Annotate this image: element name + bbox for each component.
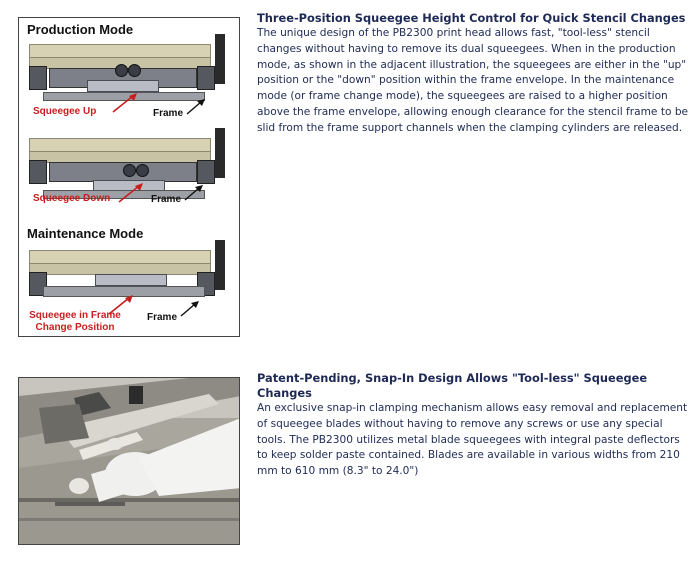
section-body: An exclusive snap-in clamping mechanism allows easy removal and replacement of squeegee blades without having to remove any screws or use any special tools. The PB2300 utilizes metal blade squeegees with integral paste deflectors to keep solder paste contained. Blades are available in various widths from 210 mm to 610 mm (8.3" to 24.0"): [257, 402, 688, 478]
squeegee-frame-arrow: [107, 294, 137, 316]
section-body: The unique design of the PB2300 print head allows fast, "tool-less" stencil changes without having to remove its dual squeegees. When in the production mode, as shown in the adjacent illustration, the squeegees are either in the "up" position or the "down" position within the frame envelope. In the maintenance mode (or frame change mode), the squeegees are raised to a higher position above the frame envelope, allowing enough clearance for the stencil frame to be slid from the frame support channels when the clamping cylinders are released.: [257, 27, 689, 134]
left-clamp: [29, 160, 47, 184]
rail-top: [29, 250, 211, 264]
head-knob: [128, 64, 141, 77]
frame-arrow: [185, 98, 207, 116]
squeegee: [87, 80, 159, 92]
rail-top: [29, 44, 211, 58]
head-knob: [123, 164, 136, 177]
maintenance-mode-heading: Maintenance Mode: [27, 226, 144, 241]
left-clamp: [29, 66, 47, 90]
section-title: Patent-Pending, Snap-In Design Allows "Tool-less" Squeegee Changes: [257, 371, 648, 400]
section-squeegee-height: [257, 11, 689, 137]
section-snap-in-design: [257, 371, 689, 480]
section-title: Three-Position Squeegee Height Control for Quick Stencil Changes: [257, 11, 686, 25]
photo-illustration: [19, 378, 240, 545]
squeegee-down-label: Squeegee Down: [33, 193, 111, 204]
frame-label: Frame: [153, 108, 184, 119]
right-post: [215, 34, 225, 84]
rail-top: [29, 138, 211, 152]
right-clamp: [197, 160, 215, 184]
squeegee-position-illustration: [18, 17, 240, 337]
label-line: Squeegee in Frame: [29, 310, 121, 321]
head-knob: [115, 64, 128, 77]
right-post: [215, 128, 225, 178]
squeegee-change-photo: [18, 377, 240, 545]
frame-arrow: [183, 184, 205, 202]
head-knob: [136, 164, 149, 177]
frame-label: Frame: [151, 194, 182, 205]
frame-arrow: [179, 300, 201, 318]
squeegee-down-arrow: [117, 182, 147, 204]
squeegee-up-label: Squeegee Up: [33, 106, 97, 117]
frame-label: Frame: [147, 312, 178, 323]
label-line: Change Position: [35, 322, 115, 333]
squeegee: [95, 274, 167, 286]
right-post: [215, 240, 225, 290]
right-clamp: [197, 66, 215, 90]
production-mode-heading: Production Mode: [27, 22, 134, 37]
squeegee-up-arrow: [111, 92, 141, 114]
